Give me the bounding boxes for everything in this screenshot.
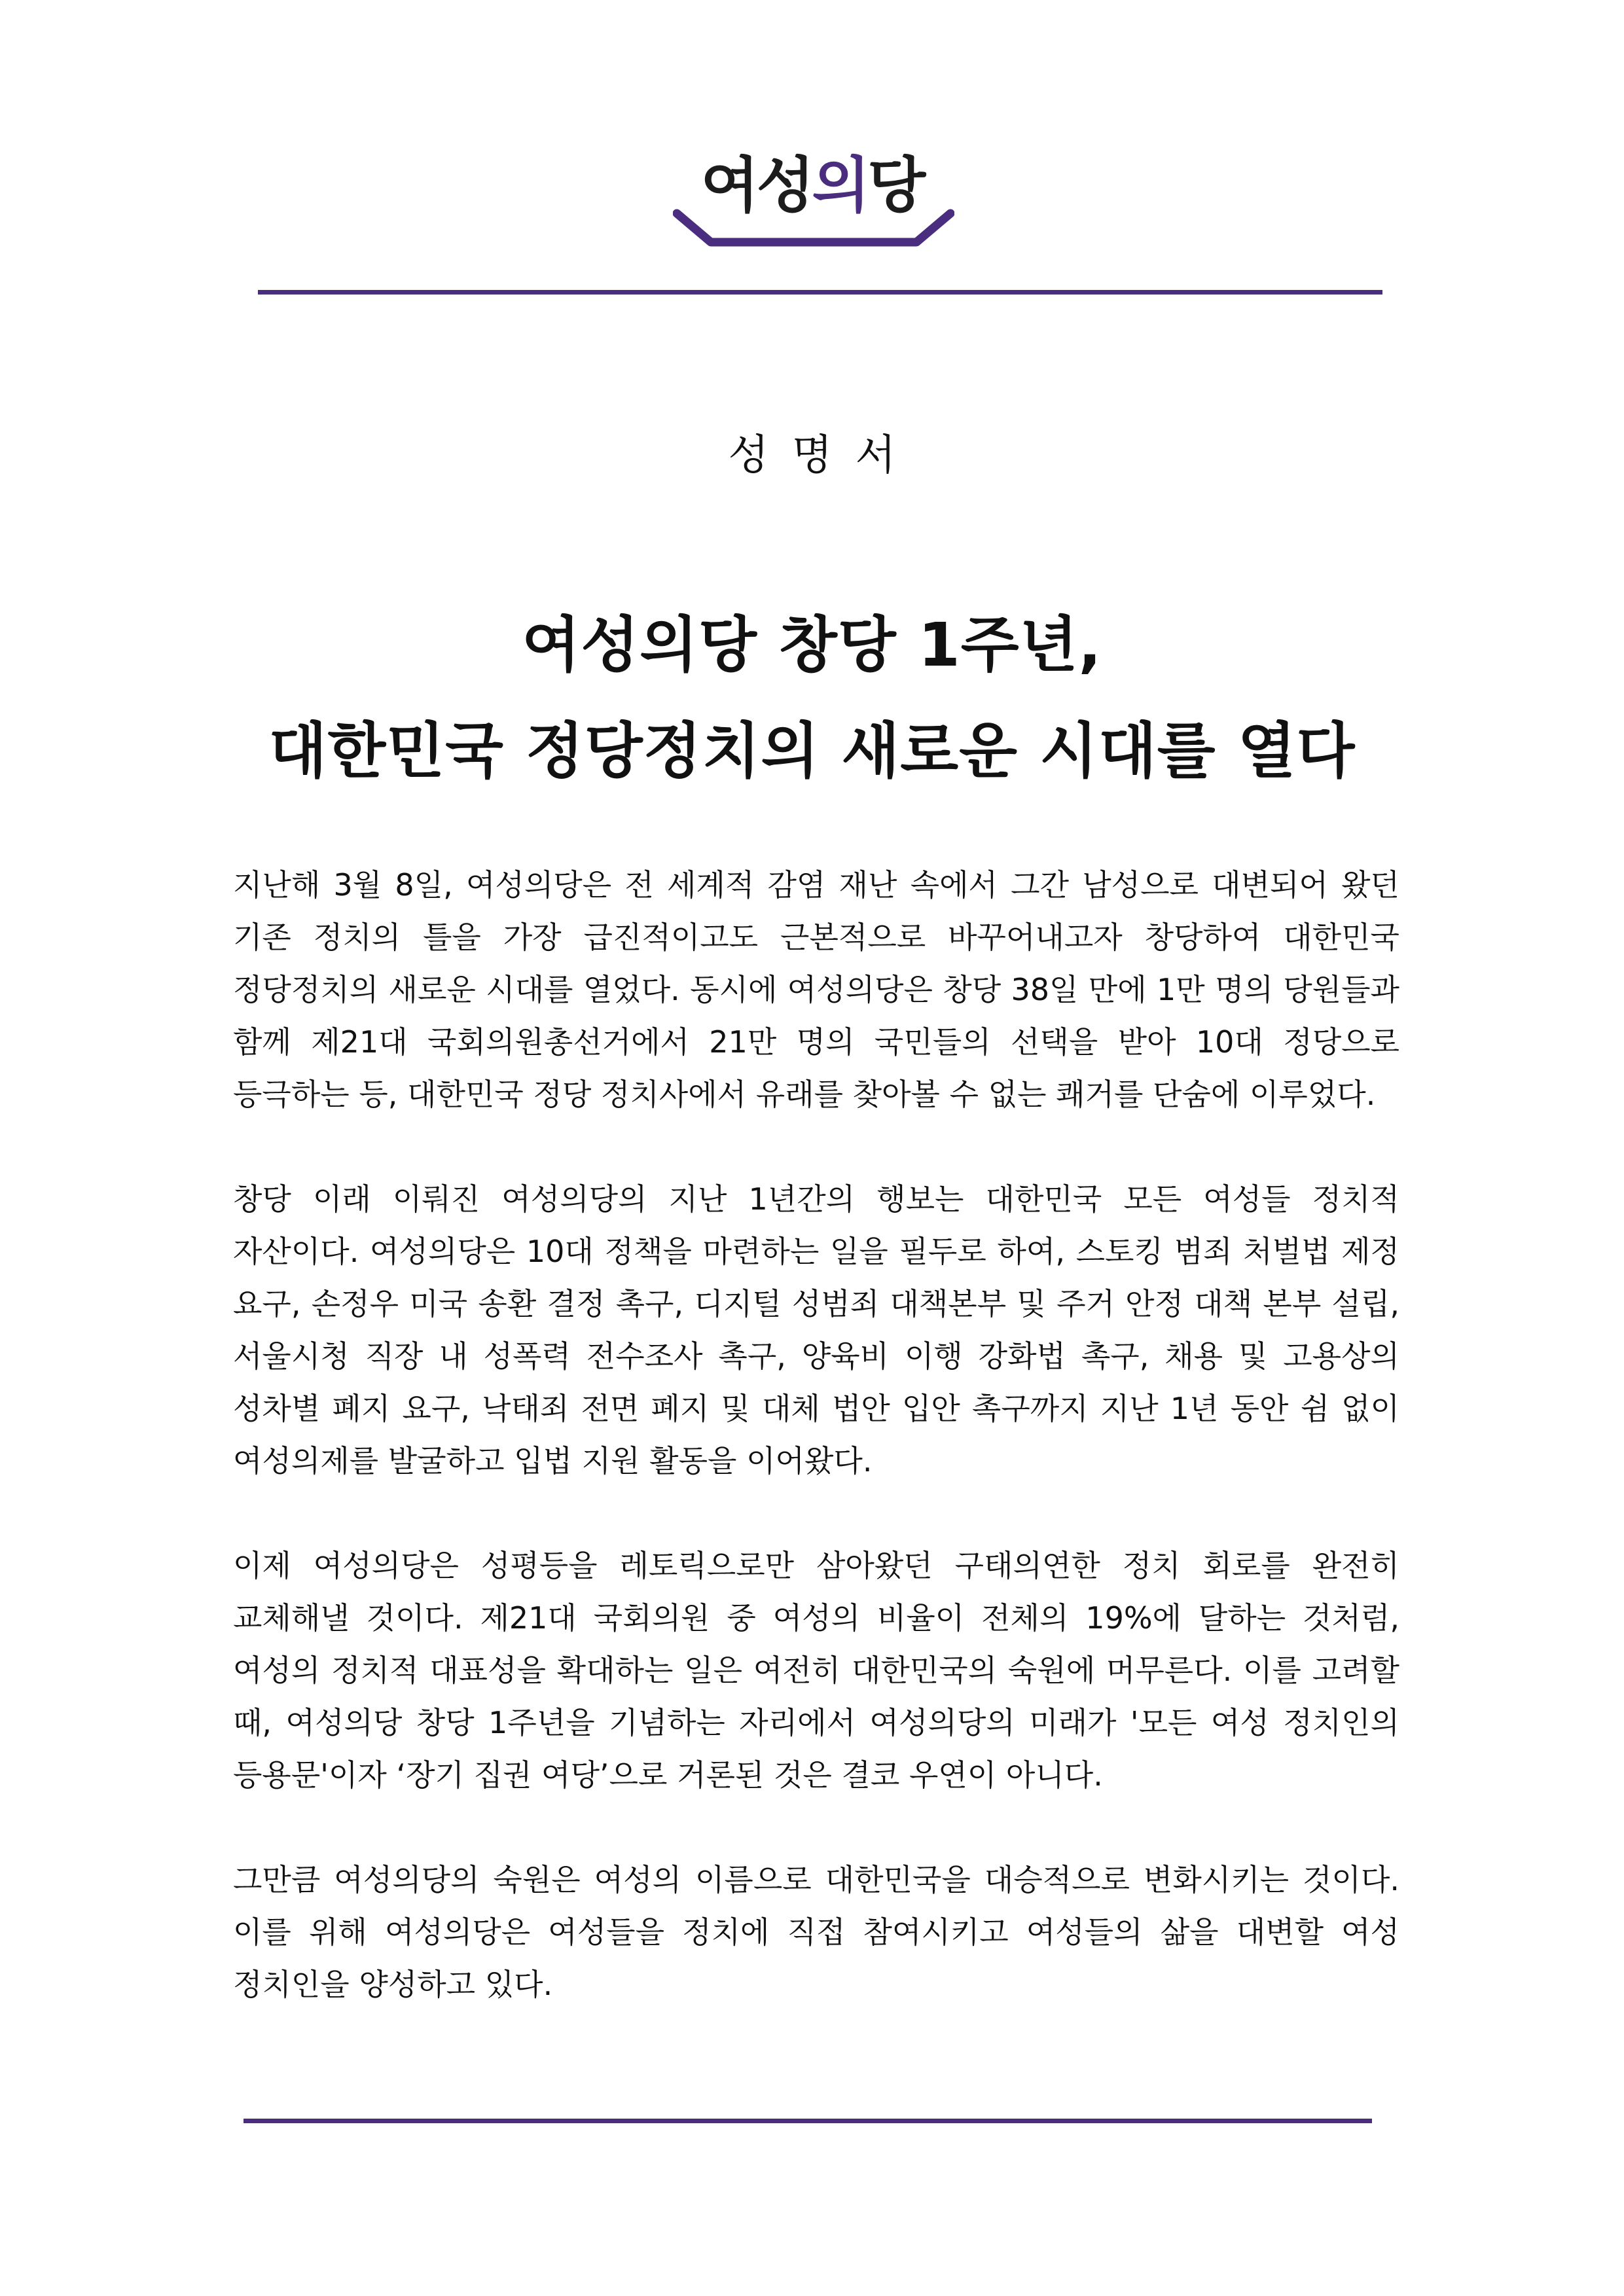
document-type-heading: 성명서 (728, 431, 919, 480)
body-paragraph: 창당 이래 이뤄진 여성의당의 지난 1년간의 행보는 대한민국 모든 여성들 정치적 자산이다. 여성의당은 10대 정책을 마련하는 일을 필두로 하여, 스토킹 범죄 처벌법 제정 요구, 손정우 미국 송환 결정 촉구, 디지털 성범죄 대책본부 및 주거 안정 대책 본부 설립, 서울시청 직장 내 성폭력 전수조사 촉구, 양육비 이행 강화법 촉구, 채용 및 고용상의 성차별 폐지 요구, 낙태죄 전면 폐지 및 대체 법안 입안 촉구까지 지난 1년 동안 쉼 없이 여성의제를 발굴하고 입법 지원 활동을 이어왔다. (233, 1181, 1399, 1479)
title-line-2: 대한민국 정당정치의 새로운 시대를 열다 (268, 716, 1356, 786)
party-logo-swoosh-icon (673, 208, 954, 250)
body-paragraph: 이제 여성의당은 성평등을 레토릭으로만 삼아왔던 구태의연한 정치 회로를 완전히 교체해낼 것이다. 제21대 국회의원 중 여성의 비율이 전체의 19%에 달하는 것처럼, 여성의 정치적 대표성을 확대하는 일은 여전히 대한민국의 숙원에 머무른다. 이를 고려할 때, 여성의당 창당 1주년을 기념하는 자리에서 여성의당의 미래가 '모든 여성 정치인의 등용문'이자 ‘장기 집권 여당’으로 거론된 것은 결코 우연이 아니다. (233, 1548, 1399, 1793)
footer-divider (244, 2119, 1372, 2123)
statement-title (0, 592, 1624, 804)
statement-body (233, 859, 1399, 2063)
party-logo (0, 0, 1624, 262)
body-paragraph: 지난해 3월 8일, 여성의당은 전 세계적 감염 재난 속에서 그간 남성으로 대변되어 왔던 기존 정치의 틀을 가장 급진적이고도 근본적으로 바꾸어내고자 창당하여 대한민국 정당정치의 새로운 시대를 열었다. 동시에 여성의당은 창당 38일 만에 1만 명의 당원들과 함께 제21대 국회의원총선거에서 21만 명의 국민들의 선택을 받아 10대 정당으로 등극하는 등, 대한민국 정당 정치사에서 유래를 찾아볼 수 없는 쾌거를 단숨에 이루었다. (233, 867, 1399, 1112)
body-paragraph: 그만큼 여성의당의 숙원은 여성의 이름으로 대한민국을 대승적으로 변화시키는 것이다. 이를 위해 여성의당은 여성들을 정치에 직접 참여시키고 여성들의 삶을 대변할 여성 정치인을 양성하고 있다. (233, 1862, 1399, 2002)
header-divider (258, 290, 1382, 295)
logo-wordmark: 여성의당 (700, 151, 924, 221)
title-line-1: 여성의당 창당 1주년, (522, 610, 1102, 680)
